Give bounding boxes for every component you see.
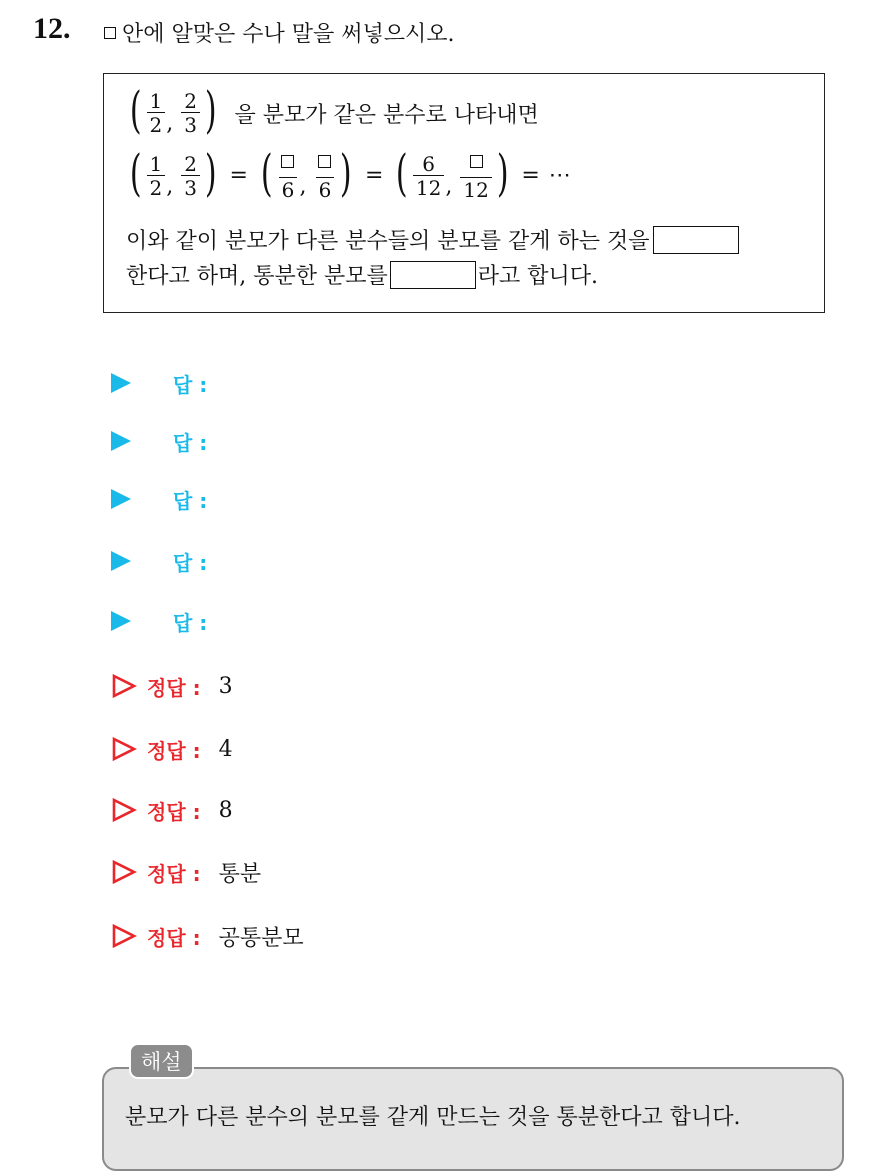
open-paren: (	[129, 81, 142, 139]
outline-triangle-icon	[111, 673, 137, 699]
outline-triangle-icon	[111, 736, 137, 762]
question-number: 12.	[33, 12, 71, 45]
square-icon	[281, 155, 294, 168]
close-paren: )	[204, 81, 217, 139]
fraction-blank-over-six: 6	[277, 150, 298, 201]
filled-triangle-icon	[111, 489, 131, 509]
fraction-two-thirds: $\frac{2}{3}$	[181, 90, 200, 136]
answer-row[interactable]: 답 :	[111, 426, 207, 456]
fraction-one-half: $\frac{1}{2}$	[147, 153, 166, 199]
filled-triangle-icon	[111, 373, 131, 393]
fraction-two-thirds: $\frac{2}{3}$	[181, 153, 200, 199]
problem-line-1: ( $\frac{1}{2}$ , $\frac{2}{3}$ ) 을 분모가 같은 분수로 나타내면	[129, 81, 539, 139]
question-instruction-text: 안에 알맞은 수나 말을 써넣으시오.	[122, 22, 455, 47]
correct-answer-value: 8	[218, 797, 233, 823]
problem-line-4-text-a: 한다고 하며, 통분한 분모를	[126, 264, 388, 289]
answer-row[interactable]: 답 :	[111, 546, 207, 576]
filled-triangle-icon	[111, 551, 131, 571]
correct-answer-row: 정답 : 8	[111, 795, 233, 825]
correct-answer-row: 정답 : 공통분모	[111, 921, 304, 951]
fraction-blank-over-six: 6	[314, 150, 335, 201]
solution-text: 분모가 다른 분수의 분모를 같게 만드는 것을 통분한다고 합니다.	[125, 1105, 741, 1130]
correct-answer-row: 정답 : 3	[111, 671, 233, 701]
correct-answer-value: 3	[218, 673, 233, 699]
correct-answer-value: 통분	[218, 861, 262, 887]
answer-row[interactable]: 답 :	[111, 606, 207, 636]
filled-triangle-icon	[111, 431, 131, 451]
problem-line-4	[126, 259, 598, 290]
problem-box	[103, 73, 825, 313]
question-instruction	[104, 17, 455, 48]
answer-row[interactable]: 답 :	[111, 484, 207, 514]
square-icon	[470, 155, 483, 168]
fraction-one-half: $\frac{1}{2}$	[147, 90, 166, 136]
outline-triangle-icon	[111, 859, 137, 885]
filled-triangle-icon	[111, 611, 131, 631]
problem-line-3	[126, 224, 739, 255]
fraction-six-over-twelve: $\frac{6}{12}$	[413, 153, 444, 199]
correct-answer-row: 정답 : 4	[111, 734, 233, 764]
correct-answer-row: 정답 : 통분	[111, 857, 261, 887]
correct-answer-value: 4	[218, 736, 233, 762]
square-icon	[104, 27, 116, 39]
problem-line-3-text: 이와 같이 분모가 다른 분수들의 분모를 같게 하는 것을	[126, 229, 650, 254]
answer-blank-1[interactable]	[653, 226, 739, 254]
square-icon	[318, 155, 331, 168]
fraction-blank-over-twelve: 12	[460, 150, 491, 201]
solution-tag: 해설	[129, 1043, 194, 1079]
outline-triangle-icon	[111, 797, 137, 823]
problem-line-4-text-b: 라고 합니다.	[477, 264, 598, 289]
problem-line-1-text: 을 분모가 같은 분수로 나타내면	[234, 102, 539, 128]
outline-triangle-icon	[111, 923, 137, 949]
correct-answer-value: 공통분모	[218, 925, 304, 951]
problem-line-2: ( $\frac{1}{2}$ , $\frac{2}{3}$ ) = ( 6 , 6 ) = ( $\frac{6}{12}$ , 12 ) = ⋯	[129, 143, 571, 202]
ellipsis: ⋯	[548, 163, 571, 188]
answer-blank-2[interactable]	[390, 261, 476, 289]
answer-row[interactable]: 답 :	[111, 368, 207, 398]
